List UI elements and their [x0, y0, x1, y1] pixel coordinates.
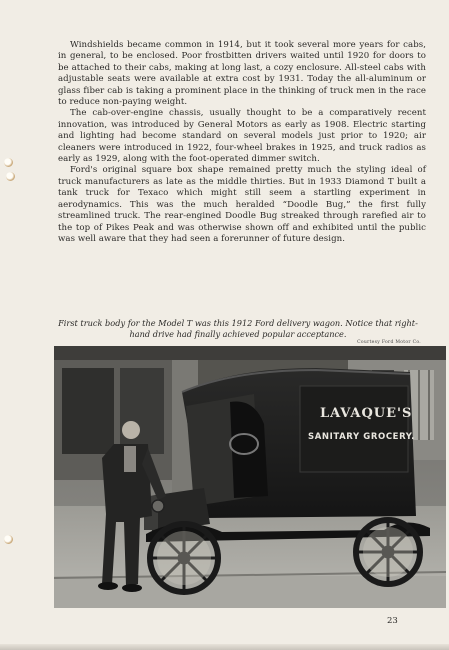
- page-bottom-edge: [0, 644, 449, 650]
- paragraph-3: Ford's original square box shape remained pretty much the styling ideal of truck manufacturers as late as the middle thirties. But in 1933 Diamond T built a tank truck for Texaco which might still seem a startling experiment in aerodynamics. This was the much heralded “Doodle Bug,” the first fully streamlined truck. The rear-engined Doodle Bug streaked through rarefied air to the top of Pikes Peak and was otherwise shown off and exhibited until the public was well aware that they had seen a forerunner of future design.: [58, 165, 426, 244]
- wagon-sign-line-1: LAVAQUE'S: [320, 406, 413, 421]
- wagon-sign-line-2: SANITARY GROCERY.: [308, 432, 415, 442]
- binding-hole: [4, 158, 13, 167]
- paragraph-1: Windshields became common in 1914, but it took several more years for cabs, in general, to be enclosed. Poor frostbitten drivers waited until 1920 for doors to be attached to their cabs, making at long last, a cozy enclosure. All-steel cabs with adjustable seats were available at extra cost by 1931. Today the all-aluminum or glass fiber cab is taking a prominent place in the thinking of truck men in the race to reduce non-paying weight.: [58, 40, 426, 108]
- body-text: [58, 40, 426, 245]
- photo-credit: Courtesy Ford Motor Co.: [357, 340, 421, 345]
- delivery-wagon-illustration: [54, 346, 446, 608]
- page-number: 23: [387, 616, 398, 626]
- binding-hole: [4, 535, 13, 544]
- paragraph-2: The cab-over-engine chassis, usually thought to be a comparatively recent innovation, was introduced by General Motors as early as 1908. Electric starting and lighting had become standard on several models just prior to 1920; air cleaners were introduced in 1922, four-wheel brakes in 1925, and truck radios as early as 1929, along with the foot-operated dimmer switch.: [58, 108, 426, 165]
- delivery-wagon-photo: [54, 346, 446, 608]
- photo-caption: First truck body for the Model T was this 1912 Ford delivery wagon. Notice that right-hand drive had finally achieved popular acceptance.: [58, 318, 418, 339]
- binding-hole: [6, 172, 15, 181]
